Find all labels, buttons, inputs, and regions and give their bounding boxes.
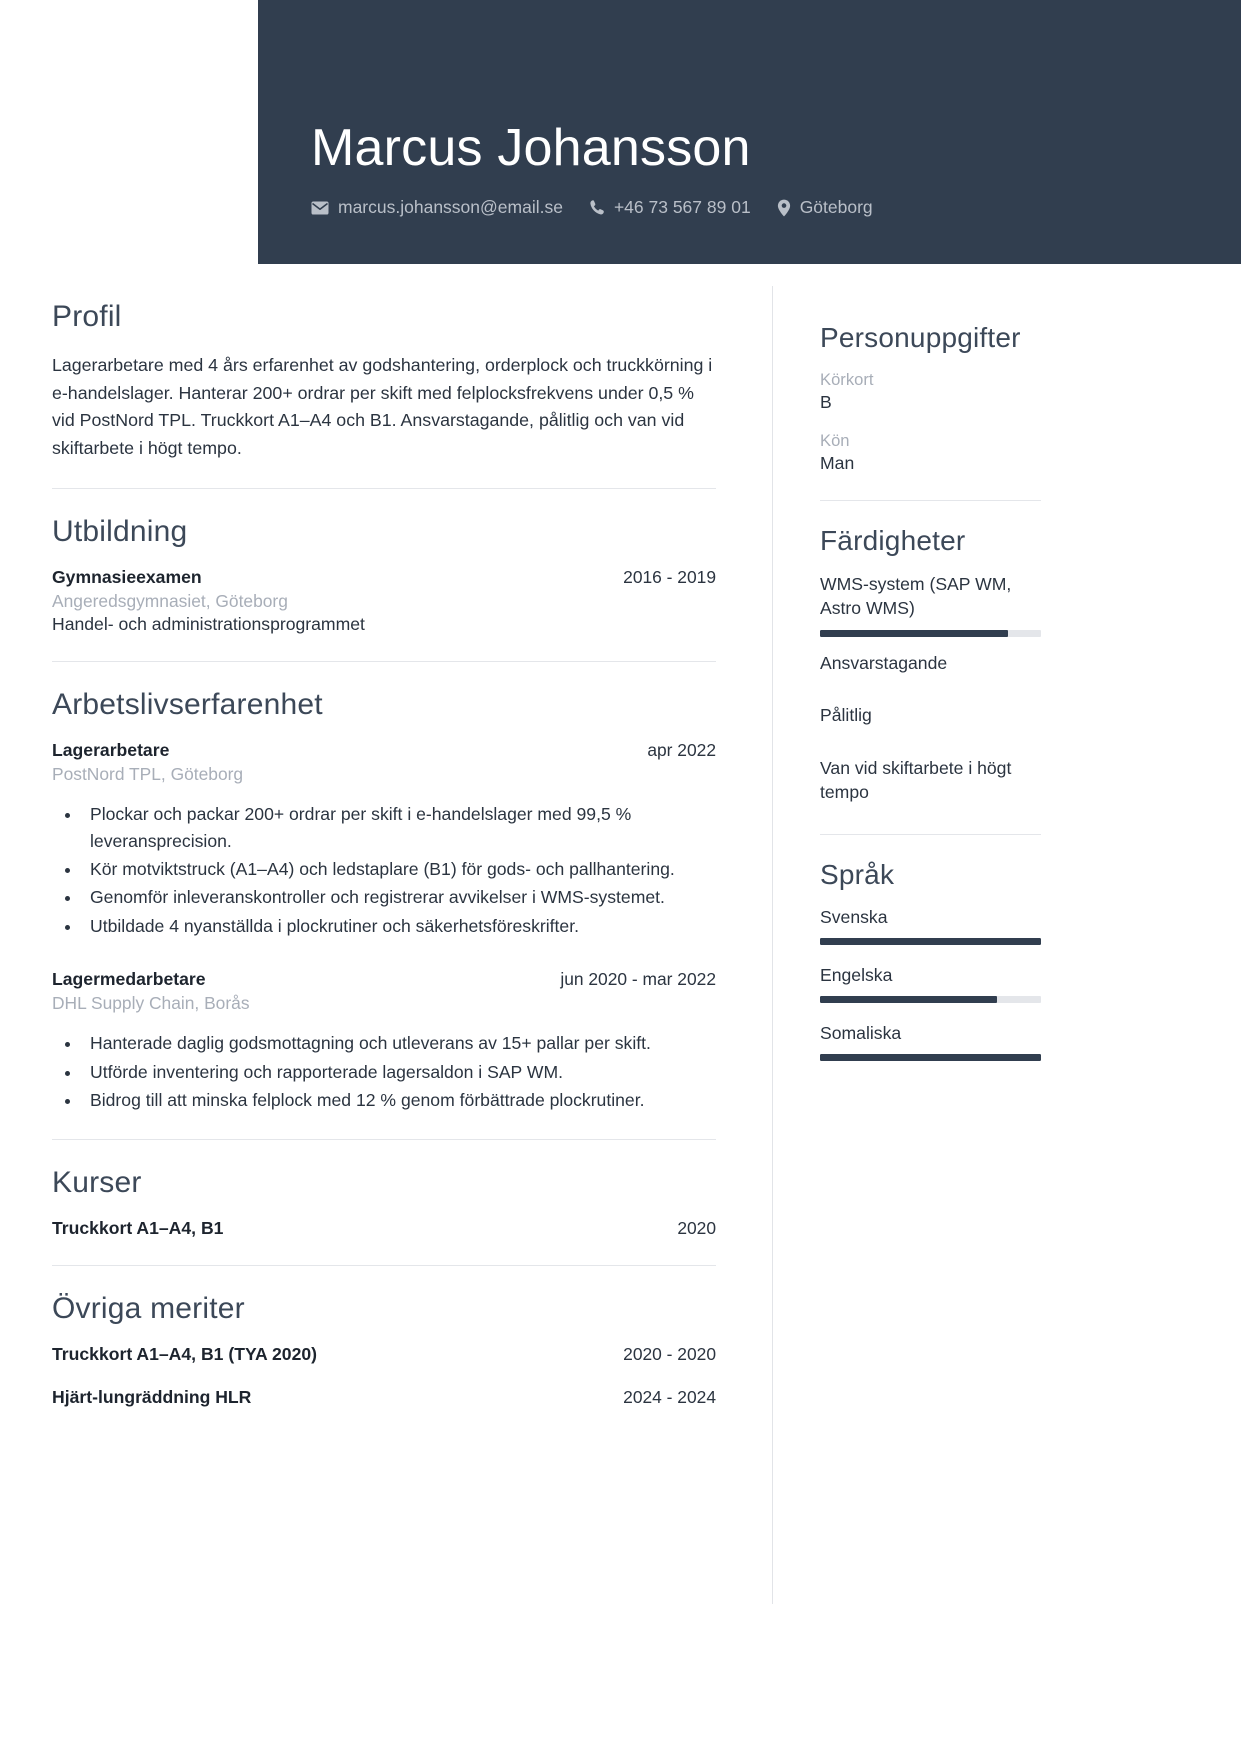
contact-email[interactable] [311, 197, 563, 218]
personal-detail-label: Kön [820, 431, 850, 450]
experience-date: apr 2022 [647, 740, 716, 761]
experience-bullets [82, 1030, 716, 1113]
language-level-bar [820, 996, 1041, 1003]
course-name: Truckkort A1–A4, B1 [52, 1218, 224, 1239]
skill-level-bar [820, 630, 1041, 637]
education-date: 2016 - 2019 [623, 567, 716, 588]
list-item: • Hanterade daglig godsmottagning och utleverans av 15+ pallar per skift. [82, 1030, 716, 1056]
location-pin-icon [777, 199, 791, 217]
personal-detail-item [820, 370, 1041, 413]
section-title-personal: Personuppgifter [820, 322, 1021, 353]
experience-entry-head [52, 740, 716, 761]
list-item: • Utbildade 4 nyanställda i plockrutiner och säkerhetsföreskrifter. [82, 913, 716, 939]
section-languages [820, 859, 1041, 1061]
language-level-bar [820, 938, 1041, 945]
section-experience [52, 688, 716, 1113]
merit-name: Truckkort A1–A4, B1 (TYA 2020) [52, 1344, 317, 1365]
contact-location[interactable] [777, 197, 873, 218]
section-education [52, 515, 716, 635]
experience-employer: DHL Supply Chain, Borås [52, 993, 250, 1014]
education-entry [52, 567, 716, 635]
section-title-languages: Språk [820, 858, 895, 890]
section-title-other-merits: Övriga meriter [52, 1292, 245, 1326]
experience-role: Lagermedarbetare [52, 969, 206, 990]
language-name: Svenska [820, 906, 888, 927]
header-content [311, 120, 1201, 218]
section-title-courses: Kurser [52, 1166, 142, 1200]
skill-name: Ansvarstagande [820, 652, 948, 673]
contact-phone[interactable] [589, 197, 751, 218]
experience-entry-head [52, 969, 716, 990]
section-title-profile: Profil [52, 300, 122, 333]
contact-location-text: Göteborg [799, 197, 873, 217]
experience-entry [52, 969, 716, 1113]
contact-phone-text: +46 73 567 89 01 [613, 197, 751, 217]
language-item [820, 907, 1041, 945]
merit-name: Hjärt-lungräddning HLR [52, 1387, 252, 1408]
phone-icon [589, 199, 605, 216]
skill-item [820, 573, 1041, 637]
envelope-icon [311, 201, 329, 215]
list-item: • Bidrog till att minska felplock med 12 % genom förbättrade plockrutiner. [82, 1087, 716, 1113]
skill-item [820, 704, 1041, 728]
language-level-fill [820, 996, 997, 1003]
skill-level-fill [820, 630, 1008, 637]
language-level-fill [820, 1054, 1041, 1061]
experience-entry [52, 740, 716, 939]
skill-name: Van vid skiftarbete i högt tempo [820, 758, 1012, 802]
experience-date: jun 2020 - mar 2022 [560, 969, 716, 990]
merit-date: 2024 - 2024 [623, 1387, 716, 1408]
list-item: • Kör motviktstruck (A1–A4) och ledstaplare (B1) för gods- och pallhantering. [82, 856, 716, 882]
section-other-merits [52, 1292, 716, 1408]
sidebar-divider [820, 834, 1041, 835]
merit-entry [52, 1344, 716, 1365]
section-title-skills: Färdigheter [820, 525, 966, 556]
section-title-experience: Arbetslivserfarenhet [52, 688, 323, 722]
language-name: Somaliska [820, 1022, 902, 1043]
education-school: Angeredsgymnasiet, Göteborg [52, 591, 288, 612]
sidebar-divider [820, 500, 1041, 501]
contact-row [311, 197, 1201, 218]
sidebar-column [772, 286, 1241, 1604]
list-item: • Genomför inleveranskontroller och registrerar avvikelser i WMS-systemet. [82, 884, 716, 910]
page-title: Marcus Johansson [311, 118, 751, 177]
education-entry-head [52, 567, 716, 588]
personal-detail-value: Man [820, 453, 855, 473]
section-divider [52, 661, 716, 662]
skill-name: Pålitlig [820, 705, 872, 726]
language-level-fill [820, 938, 1041, 945]
section-courses [52, 1166, 716, 1239]
section-divider [52, 1139, 716, 1140]
education-program: Handel- och administrationsprogrammet [52, 614, 365, 635]
section-divider [52, 1265, 716, 1266]
course-entry [52, 1218, 716, 1239]
merit-date: 2020 - 2020 [623, 1344, 716, 1365]
personal-detail-item [820, 431, 1041, 474]
list-item: • Plockar och packar 200+ ordrar per skift i e-handelslager med 99,5 % leveransprecision. [82, 801, 716, 854]
list-item: • Utförde inventering och rapporterade lagersaldon i SAP WM. [82, 1059, 716, 1085]
skill-name: WMS-system (SAP WM, Astro WMS) [820, 574, 1012, 618]
merit-entry [52, 1387, 716, 1408]
experience-role: Lagerarbetare [52, 740, 170, 761]
language-item [820, 1023, 1041, 1061]
personal-detail-value: B [820, 392, 832, 412]
language-name: Engelska [820, 964, 893, 985]
personal-detail-label: Körkort [820, 370, 874, 389]
education-degree: Gymnasieexamen [52, 567, 202, 588]
cv-body [0, 264, 1241, 1754]
skill-item [820, 757, 1041, 805]
section-divider [52, 488, 716, 489]
cv-header-banner [258, 0, 1241, 264]
skill-item [820, 652, 1041, 676]
contact-email-text: marcus.johansson@email.se [338, 197, 563, 217]
section-personal-details [820, 322, 1041, 474]
language-item [820, 965, 1041, 1003]
main-column [0, 264, 772, 1754]
experience-employer: PostNord TPL, Göteborg [52, 764, 244, 785]
section-title-education: Utbildning [52, 515, 188, 549]
section-profile [52, 300, 716, 462]
experience-bullets [82, 801, 716, 939]
profile-text: Lagerarbetare med 4 års erfarenhet av godshantering, orderplock och truckkörning i e-handelslager. Hanterar 200+ ordrar per skift med felplocksfrekvens under 0,5 % vid PostNord TPL. Truckkort A1–A4 och B1. Ansvarstagande, pålitlig och van vid skiftarbete i högt tempo. [52, 355, 713, 458]
section-skills [820, 525, 1041, 805]
language-level-bar [820, 1054, 1041, 1061]
course-date: 2020 [677, 1218, 716, 1239]
